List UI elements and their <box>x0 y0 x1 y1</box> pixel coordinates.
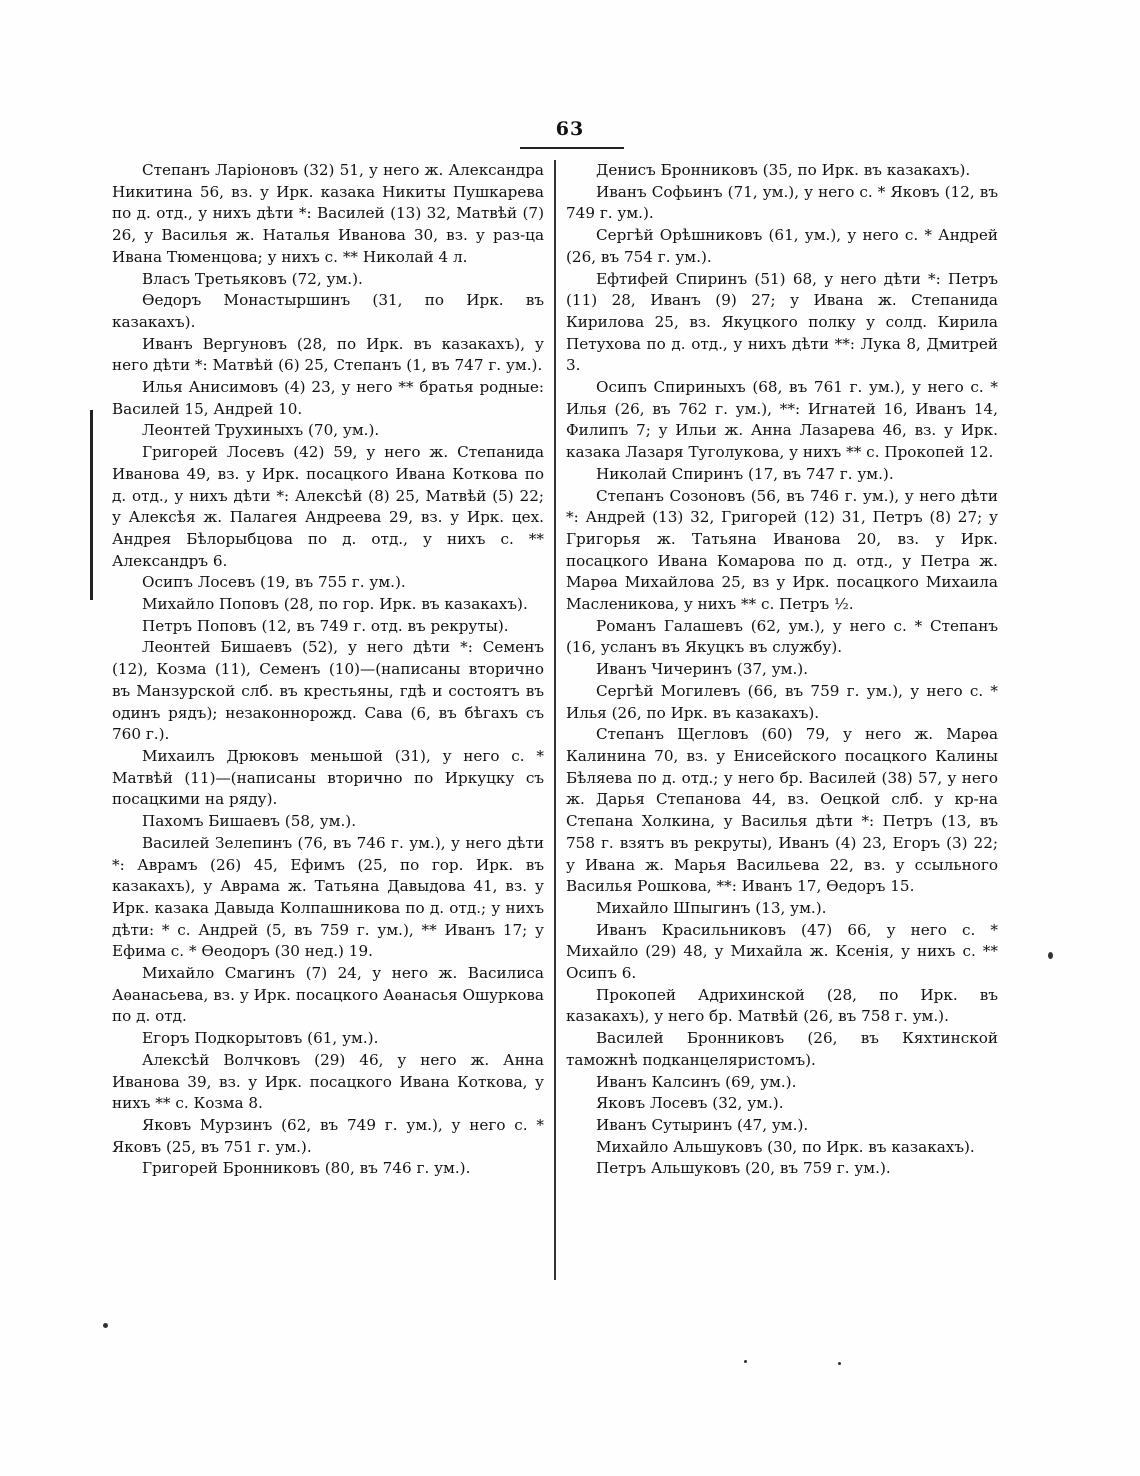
entry: Алексѣй Волчковъ (29) 46, у него ж. Анна Иванова 39, вз. у Ирк. посацкого Ивана Коткова, у нихъ ** с. Козма 8. <box>112 1050 544 1113</box>
entry: Яковъ Мурзинъ (62, въ 749 г. ум.), у него с. * Яковъ (25, въ 751 г. ум.). <box>112 1115 544 1156</box>
entry: Пахомъ Бишаевъ (58, ум.). <box>142 812 357 831</box>
entry: Степанъ Созоновъ (56, въ 746 г. ум.), у него дѣти *: Андрей (13) 32, Григорей (12) 31, Петръ (8) 27; у Григорья ж. Татьяна Иванова 20, вз. у Ирк. посацкого Ивана Комарова по д. отд., у Петра ж. Марѳа Михайлова 25, вз у Ирк. посацкого Михаила Масленикова, у нихъ ** с. Петръ ½. <box>566 486 998 614</box>
entry: Сергѣй Орѣшниковъ (61, ум.), у него с. * Андрей (26, въ 754 г. ум.). <box>566 226 998 266</box>
entry: Иванъ Софьинъ (71, ум.), у него с. * Яковъ (12, въ 749 г. ум.). <box>566 182 998 223</box>
entry: Яковъ Лосевъ (32, ум.). <box>596 1094 784 1113</box>
entry: Степанъ Щегловъ (60) 79, у него ж. Марѳа Калинина 70, вз. у Енисейского посацкого Калины Бѣляева по д. отд.; у него бр. Василей (38) 57, у него ж. Дарья Степанова 44, вз. Оецкой слб. у кр-на Степана Холкина, у Василья дѣти *: Петръ (13, въ 758 г. взятъ въ рекруты), Иванъ (4) 23, Егоръ (3) 22; у Ивана ж. Марья Васильева 22, вз. у ссыльного Василья Рошкова, **: Иванъ 17, Ѳедоръ 15. <box>566 725 998 896</box>
entry: Петръ Альшуковъ (20, въ 759 г. ум.). <box>596 1159 891 1178</box>
scan-speck <box>744 1360 747 1363</box>
entry: Иванъ Сутыринъ (47, ум.). <box>596 1115 809 1134</box>
entry: Сергѣй Могилевъ (66, въ 759 г. ум.), у него с. * Илья (26, по Ирк. въ казакахъ). <box>566 681 998 722</box>
entry: Михайло Смагинъ (7) 24, у него ж. Василиса Аѳанасьева, вз. у Ирк. посацкого Аѳанасья Ошуркова по д. отд. <box>112 964 544 1026</box>
entry: Михайло Поповъ (28, по гор. Ирк. въ казакахъ). <box>142 595 528 614</box>
left-column <box>112 160 544 1180</box>
entry: Иванъ Вергуновъ (28, по Ирк. въ казакахъ), у него дѣти *: Матвѣй (6) 25, Степанъ (1, въ 747 г. ум.). <box>112 334 544 375</box>
entry: Михаилъ Дрюковъ меньшой (31), у него с. * Матвѣй (11)—(написаны вторично по Иркуцку съ посацкими на ряду). <box>112 746 544 809</box>
entry: Леонтей Бишаевъ (52), у него дѣти *: Семенъ (12), Козма (11), Семенъ (10)—(написаны вторично въ Манзурской слб. въ крестьяны, гдѣ и состоятъ въ одинъ рядъ); незаконнорожд. Сава (6, въ бѣгахъ съ 760 г.). <box>112 638 544 744</box>
scan-speck <box>838 1362 841 1365</box>
entry: Ефтифей Спиринъ (51) 68, у него дѣти *: Петръ (11) 28, Иванъ (9) 27; у Ивана ж. Степанида Кирилова 25, вз. Якуцкого полку у солд. Кирила Петухова по д. отд., у нихъ дѣти **: Лука 8, Дмитрей 3. <box>566 269 998 375</box>
page-number-rule <box>520 147 624 149</box>
entry: Романъ Галашевъ (62, ум.), у него с. * Степанъ (16, усланъ въ Якуцкъ въ службу). <box>566 616 998 657</box>
entry: Григорей Лосевъ (42) 59, у него ж. Степанида Иванова 49, вз. у Ирк. посацкого Ивана Коткова по д. отд., у нихъ дѣти *: Алексѣй (8) 25, Матвѣй (5) 22; у Алексѣя ж. Палагея Андреева 29, вз. у Ирк. цех. Андрея Бѣлорыбцова по д. отд., у нихъ с. ** Александръ 6. <box>112 443 544 570</box>
entry: Егоръ Подкорытовъ (61, ум.). <box>142 1029 379 1048</box>
entry: Василей Бронниковъ (26, въ Кяхтинской таможнѣ подканцеляристомъ). <box>566 1029 998 1069</box>
entry: Петръ Поповъ (12, въ 749 г. отд. въ рекруты). <box>142 616 509 635</box>
entry: Иванъ Чичеринъ (37, ум.). <box>596 660 809 679</box>
entry: Иванъ Калсинъ (69, ум.). <box>596 1072 797 1091</box>
entry: Власъ Третьяковъ (72, ум.). <box>142 269 363 288</box>
entry: Осипъ Спириныхъ (68, въ 761 г. ум.), у него с. * Илья (26, въ 762 г. ум.), **: Игнатей 16, Иванъ 14, Филипъ 7; у Ильи ж. Анна Лазарева 46, вз. у Ирк. казака Лазаря Туголукова, у нихъ ** с. Прокопей 12. <box>566 378 998 462</box>
entry: Николай Спиринъ (17, въ 747 г. ум.). <box>596 464 894 483</box>
entry: Осипъ Лосевъ (19, въ 755 г. ум.). <box>142 573 406 592</box>
entry: Прокопей Адрихинской (28, по Ирк. въ казакахъ), у него бр. Матвѣй (26, въ 758 г. ум.). <box>566 985 998 1026</box>
scan-speck <box>103 1323 108 1328</box>
right-column <box>566 160 998 1180</box>
entry: Леонтей Трухиныхъ (70, ум.). <box>142 421 380 440</box>
entry: Михайло Шпыгинъ (13, ум.). <box>596 898 827 917</box>
page-number: 63 <box>555 118 585 140</box>
entry: Михайло Альшуковъ (30, по Ирк. въ казакахъ). <box>596 1137 975 1156</box>
margin-bar <box>90 410 93 600</box>
column-divider <box>554 160 556 1280</box>
entry: Денисъ Бронниковъ (35, по Ирк. въ казакахъ). <box>596 161 971 179</box>
entry: Григорей Бронниковъ (80, въ 746 г. ум.). <box>142 1159 471 1178</box>
entry: Илья Анисимовъ (4) 23, у него ** братья родные: Василей 15, Андрей 10. <box>112 378 544 418</box>
entry: Ѳедоръ Монастыршинъ (31, по Ирк. въ казакахъ). <box>112 291 544 331</box>
scan-speck <box>1048 952 1053 959</box>
entry: Степанъ Ларіоновъ (32) 51, у него ж. Александра Никитина 56, вз. у Ирк. казака Никиты Пушкарева по д. отд., у нихъ дѣти *: Василей (13) 32, Матвѣй (7) 26, у Василья ж. Наталья Иванова 30, вз. у раз-ца Ивана Тюменцова; у нихъ с. ** Николай 4 л. <box>112 161 544 266</box>
entry: Иванъ Красильниковъ (47) 66, у него с. * Михайло (29) 48, у Михайла ж. Ксенія, у нихъ с. ** Осипъ 6. <box>566 920 998 983</box>
entry: Василей Зелепинъ (76, въ 746 г. ум.), у него дѣти *: Аврамъ (26) 45, Ефимъ (25, по гор. Ирк. въ казакахъ), у Аврама ж. Татьяна Давыдова 41, вз. у Ирк. казака Давыда Колпашникова по д. отд.; у нихъ дѣти: * с. Андрей (5, въ 759 г. ум.), ** Иванъ 17; у Ефима с. * Ѳеодоръ (30 нед.) 19. <box>112 833 544 961</box>
